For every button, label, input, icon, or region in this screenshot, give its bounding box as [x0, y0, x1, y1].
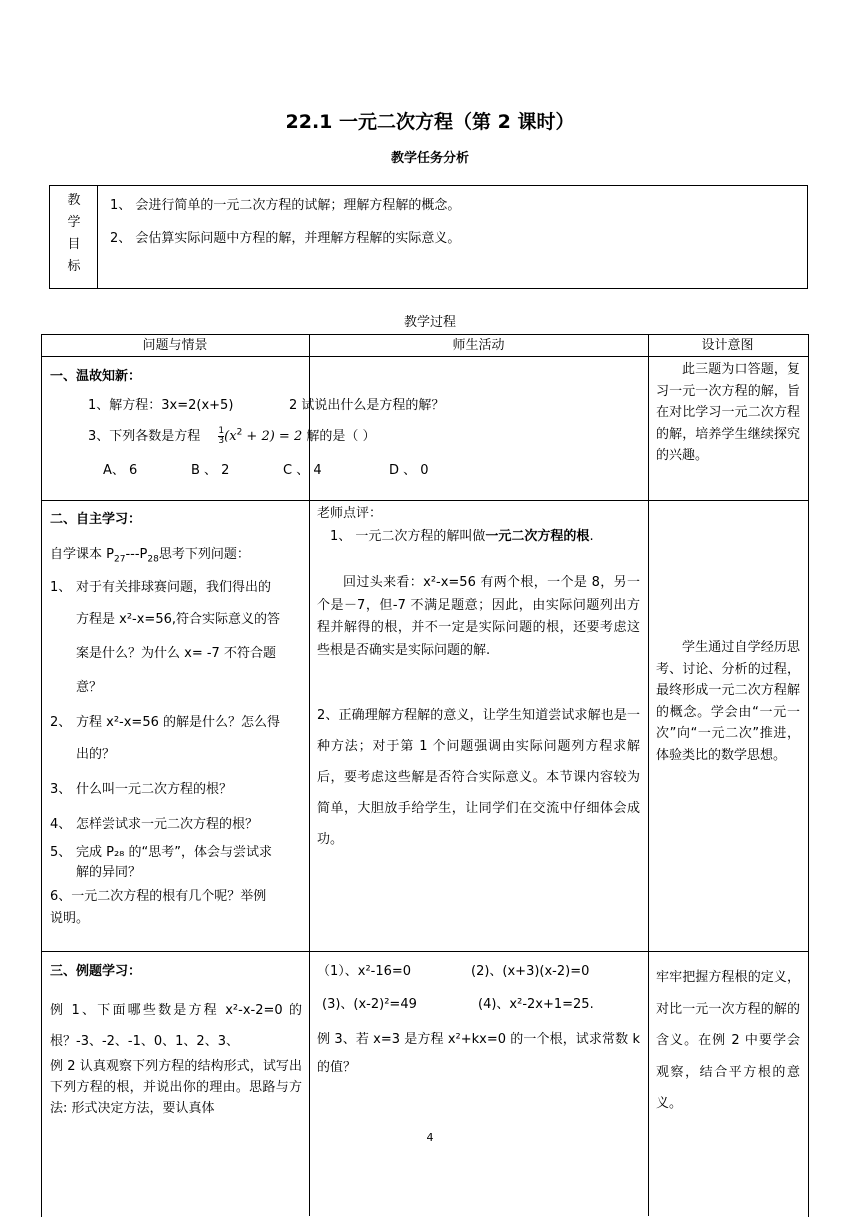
header-intent: 设计意图	[701, 338, 754, 353]
goal-item-2: 2、 会估算实际问题中方程的解，并理解方程解的实际意义。	[110, 231, 461, 246]
example-2: 例 2 认真观察下列方程的结构形式，试写出下列方程的根，并说出你的理由。思路与方法: 形式决定方法，要认真体	[50, 1059, 302, 1116]
item-1-line-1: 对于有关排球赛问题，我们得出的	[76, 580, 272, 595]
item-1-line-3: 案是什么？为什么 x= -7 不符合题	[76, 646, 276, 661]
option-a: A、 6	[103, 463, 138, 478]
example-1: 例 1、下面哪些数是方程 x²-x-2=0 的根？-3、-2、-1、0、1、2、3、	[50, 1003, 302, 1049]
item-6-line-2: 说明。	[50, 911, 90, 926]
page-subtitle: 教学任务分析	[390, 151, 469, 166]
section1-q3: 3、下列各数是方程 $\frac{1}{3}$ $(x^2 + 2) = 2$ 解的是（ ）	[88, 426, 376, 446]
section2-heading: 二、自主学习：	[50, 512, 142, 527]
section1-intent: 此三题为口答题，复习一元一次方程的解，旨在对比学习一元二次方程的解，培养学生继续探究的兴趣。	[656, 362, 800, 463]
equation-1: （1）、x²-16=0	[317, 964, 412, 979]
item-1-line-2: 方程是 x²-x=56,符合实际意义的答	[76, 612, 280, 627]
equation-4: (4)、x²-2x+1=25.	[478, 997, 594, 1012]
item-num-4: 4、	[50, 817, 72, 832]
teacher-point-3: 2、正确理解方程解的意义，让学生知道尝试求解也是一种方法；对于第 1 个问题强调由实际问题列方程求解后，要考虑这些解是否符合实际意义。本节课内容较为简单，大胆放手给学生，让同学们在交流中仔细体会成功。	[317, 708, 640, 847]
section2-intro: 自学课本 $P_{27}---P_{28}$思考下列问题：	[50, 547, 250, 565]
header-problem: 问题与情景	[142, 338, 208, 353]
example-3: 例 3、若 x=3 是方程 x²+kx=0 的一个根，试求常数 k 的值？	[317, 1032, 640, 1075]
section1-heading: 一、温故知新：	[50, 369, 142, 384]
teacher-point-2: 回过头来看：x²-x=56 有两个根，一个是 8，另一个是－7，但-7 不满足题意；因此，由实际问题列出方程并解得的根，并不一定是实际问题的根，还要考虑这些根是否确实是实际问题的解.	[317, 575, 640, 658]
header-activity: 师生活动	[452, 338, 505, 353]
item-6-line-1: 6、一元二次方程的根有几个呢？举例	[50, 889, 267, 904]
item-2-line-1: 方程 x²-x=56 的解是什么？怎么得	[76, 715, 280, 730]
item-4-line-1: 怎样尝试求一元二次方程的根？	[76, 817, 259, 832]
page-number: 4	[426, 1131, 434, 1144]
item-num-3: 3、	[50, 782, 72, 797]
item-1-line-4: 意？	[76, 680, 103, 695]
item-5-line-1: 完成 P₂₈ 的“思考”，体会与尝试求	[76, 845, 272, 860]
option-c: C 、 4	[283, 463, 322, 478]
equation: $\frac{1}{3}$ $(x^2 + 2) = 2$	[218, 426, 303, 446]
option-b: B 、 2	[191, 463, 230, 478]
item-num-5: 5、	[50, 845, 72, 860]
item-5-line-2: 解的异同？	[76, 865, 142, 880]
equation-3: (3)、(x-2)²=49	[322, 997, 417, 1012]
item-num-2: 2、	[50, 715, 72, 730]
section2-intent: 学生通过自学经历思考、讨论、分析的过程，最终形成一元二次方程解的概念。学会由“一元一次”向“一元二次”推进，体验类比的数学思想。	[656, 640, 800, 763]
section3-heading: 三、例题学习：	[50, 964, 142, 979]
item-2-line-2: 出的？	[76, 747, 116, 762]
equation-2: (2)、(x+3)(x-2)=0	[471, 964, 590, 979]
teacher-label: 老师点评：	[317, 506, 383, 521]
item-3-line-1: 什么叫一元二次方程的根？	[76, 782, 233, 797]
item-num-1: 1、	[50, 580, 72, 595]
section1-q2: 2 试说出什么是方程的解？	[289, 398, 445, 413]
option-d: D 、 0	[389, 463, 429, 478]
section3-intent: 牢牢把握方程根的定义，对比一元一次方程的解的含义。在例 2 中要学会观察，结合平方根的意义。	[656, 970, 800, 1111]
section1-q1: 1、解方程：3x=2(x+5)	[88, 398, 234, 413]
teacher-point-1: 1、 一元二次方程的解叫做一元二次方程的根.	[330, 529, 594, 544]
process-caption: 教学过程	[403, 315, 456, 330]
page-title: 22.1 一元二次方程（第 2 课时）	[285, 111, 575, 133]
goal-item-1: 1、 会进行简单的一元二次方程的试解；理解方程解的概念。	[110, 198, 461, 213]
goals-label: 教 学 目 标	[67, 193, 81, 274]
